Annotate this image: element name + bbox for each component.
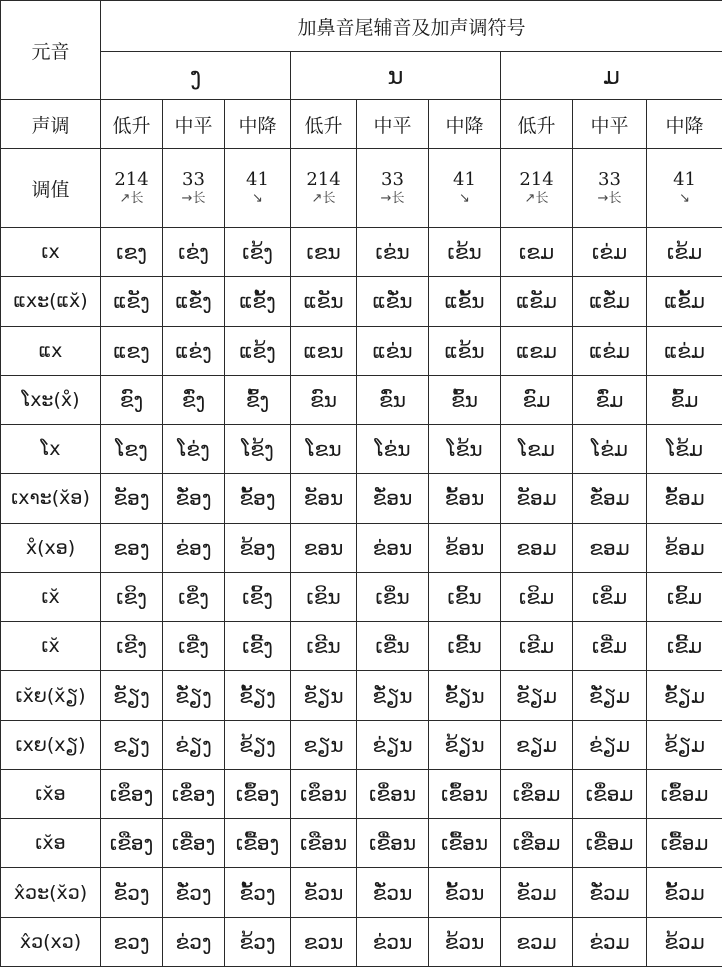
final-consonant-header: ມ [501, 52, 722, 100]
tone-value-number: 33 [381, 169, 404, 190]
tone-name-cell: 中降 [647, 100, 722, 149]
tone-value-cell [101, 149, 163, 228]
tone-value-cell [163, 149, 225, 228]
tone-value-number: 33 [182, 169, 205, 190]
tone-value-number: 214 [306, 169, 341, 190]
syllable-cell: ຂອນ [291, 523, 357, 572]
syllable-cell: ຂັ່ວງ [163, 868, 225, 917]
syllable-cell: ເຂຶ້ອນ [429, 769, 501, 818]
vowel-pattern-cell: ແx [1, 326, 101, 375]
vowel-pattern-cell: ໂxະ(x̊) [1, 375, 101, 424]
syllable-cell: ຂອມ [501, 523, 573, 572]
syllable-cell: ເຂືອນ [291, 819, 357, 868]
syllable-cell: ຂັ່ຽມ [573, 671, 647, 720]
syllable-cell: ເຂິ່ນ [357, 572, 429, 621]
syllable-cell: ຂ້ອງ [225, 523, 291, 572]
syllable-cell: ແຂ້ນ [429, 326, 501, 375]
table-row [1, 917, 722, 966]
syllable-cell: ເຂືອງ [101, 819, 163, 868]
syllable-cell: ເຂີ້ງ [225, 622, 291, 671]
tone-row-label: 声调 [1, 100, 101, 149]
syllable-cell: ຂັວນ [291, 868, 357, 917]
tone-value-cell [225, 149, 291, 228]
syllable-cell: ຂົງ [101, 375, 163, 424]
vowel-pattern-cell: ເx̆ອ [1, 769, 101, 818]
tone-contour-arrow-icon: ↗长 [119, 191, 144, 206]
tone-contour-arrow-icon: ↘ [252, 191, 263, 206]
syllable-cell: ແຂງ [101, 326, 163, 375]
syllable-cell: ຂົ້ງ [225, 375, 291, 424]
tone-value-cell [573, 149, 647, 228]
syllable-cell: ຂັວມ [501, 868, 573, 917]
syllable-cell: ຂ້ອນ [429, 523, 501, 572]
table-row [1, 769, 722, 818]
table-row [1, 671, 722, 720]
table-row [1, 277, 722, 326]
syllable-cell: ເຂິ່ງ [163, 572, 225, 621]
syllable-cell: ຂັ້ອນ [429, 474, 501, 523]
tone-value-number: 214 [519, 169, 554, 190]
syllable-cell: ແຂ່ມ [573, 326, 647, 375]
tone-contour-arrow-icon: →长 [597, 191, 622, 206]
syllable-cell: ເຂຶອມ [501, 769, 573, 818]
syllable-cell: ແຂັງ [101, 277, 163, 326]
syllable-cell: ຂັ່ຽງ [163, 671, 225, 720]
syllable-cell: ຂັອມ [501, 474, 573, 523]
tone-value-cell [429, 149, 501, 228]
final-consonant-header: ງ [101, 52, 291, 100]
syllable-cell: ແຂ້ງ [225, 326, 291, 375]
syllable-cell: ເຂື້ອງ [225, 819, 291, 868]
syllable-cell: ຂົນ [291, 375, 357, 424]
table-row [1, 572, 722, 621]
syllable-cell: ໂຂ້ມ [647, 425, 722, 474]
syllable-cell: ຂັ່ອນ [357, 474, 429, 523]
syllable-cell: ແຂນ [291, 326, 357, 375]
syllable-cell: ຂົ່ງ [163, 375, 225, 424]
vowel-pattern-cell: x̊(xອ) [1, 523, 101, 572]
tone-name-cell: 中降 [225, 100, 291, 149]
vowel-pattern-cell: ໂx [1, 425, 101, 474]
syllable-cell: ແຂັ່ງ [163, 277, 225, 326]
syllable-cell: ຂັ້ອມ [647, 474, 722, 523]
syllable-cell: ເຂືອມ [501, 819, 573, 868]
tone-contour-arrow-icon: ↘ [679, 191, 690, 206]
syllable-cell: ຂ້ວງ [225, 917, 291, 966]
table-row [1, 228, 722, 277]
tone-contour-arrow-icon: →长 [380, 191, 405, 206]
syllable-cell: ແຂັ້ນ [429, 277, 501, 326]
tone-value-cell [647, 149, 722, 228]
tone-value-number: 41 [246, 169, 269, 190]
syllable-cell: ເຂີ່ມ [573, 622, 647, 671]
syllable-cell: ແຂັນ [291, 277, 357, 326]
syllable-cell: ຂ້ອມ [647, 523, 722, 572]
syllable-cell: ເຂີມ [501, 622, 573, 671]
syllable-cell: ເຂີ່ງ [163, 622, 225, 671]
syllable-cell: ຂວນ [291, 917, 357, 966]
tone-name-cell: 低升 [101, 100, 163, 149]
syllable-cell: ເຂ້ງ [225, 228, 291, 277]
tone-value-row-label: 调值 [1, 149, 101, 228]
syllable-cell: ຂັ້ວມ [647, 868, 722, 917]
syllable-cell: ເຂຶ້ອງ [225, 769, 291, 818]
syllable-cell: ເຂີ້ນ [429, 622, 501, 671]
syllable-cell: ເຂິນ [291, 572, 357, 621]
syllable-cell: ໂຂນ [291, 425, 357, 474]
syllable-cell: ຂ້ວມ [647, 917, 722, 966]
syllable-cell: ໂຂ່ງ [163, 425, 225, 474]
table-row [1, 622, 722, 671]
syllable-cell: ເຂ່ງ [163, 228, 225, 277]
syllable-cell: ຂັ້ຽງ [225, 671, 291, 720]
syllable-cell: ຂວມ [501, 917, 573, 966]
syllable-cell: ຂັ່ຽນ [357, 671, 429, 720]
syllable-cell: ແຂັ່ມ [573, 277, 647, 326]
syllable-cell: ເຂຶ່ອງ [163, 769, 225, 818]
syllable-cell: ຂັວງ [101, 868, 163, 917]
syllable-cell: ເຂຶອງ [101, 769, 163, 818]
syllable-cell: ໂຂມ [501, 425, 573, 474]
syllable-cell: ຂ້ຽນ [429, 720, 501, 769]
table-row [1, 375, 722, 424]
syllable-cell: ຂັອນ [291, 474, 357, 523]
tone-contour-arrow-icon: ↘ [459, 191, 470, 206]
syllable-cell: ຂັ້ວງ [225, 868, 291, 917]
syllable-cell: ຂັຽນ [291, 671, 357, 720]
syllable-cell: ເຂື່ອນ [357, 819, 429, 868]
syllable-cell: ແຂ່ມ [647, 326, 722, 375]
vowel-pattern-cell: ເx̆ [1, 622, 101, 671]
table-row [1, 326, 722, 375]
syllable-cell: ຂັ້ວນ [429, 868, 501, 917]
syllable-cell: ເຂຶ້ອມ [647, 769, 722, 818]
syllable-cell: ໂຂງ [101, 425, 163, 474]
tone-value-number: 41 [453, 169, 476, 190]
syllable-cell: ຂົ່ມ [573, 375, 647, 424]
syllable-cell: ຂ່ອນ [357, 523, 429, 572]
syllable-cell: ໂຂ່ນ [357, 425, 429, 474]
syllable-cell: ເຂຶ່ອມ [573, 769, 647, 818]
syllable-cell: ເຂິ້ງ [225, 572, 291, 621]
syllable-cell: ແຂັ້ງ [225, 277, 291, 326]
syllable-cell: ຂ່ວງ [163, 917, 225, 966]
syllable-cell: ເຂຶອນ [291, 769, 357, 818]
vowel-pattern-cell: ເx̆ອ [1, 819, 101, 868]
syllable-cell: ແຂ່ງ [163, 326, 225, 375]
vowel-pattern-cell: ເx̆ [1, 572, 101, 621]
syllable-cell: ເຂຶ່ອນ [357, 769, 429, 818]
table-row [1, 819, 722, 868]
syllable-cell: ເຂີ້ມ [647, 622, 722, 671]
table-row [1, 425, 722, 474]
syllable-cell: ຂົ້ນ [429, 375, 501, 424]
syllable-cell: ເຂື້ອນ [429, 819, 501, 868]
syllable-cell: ຂ່ອງ [163, 523, 225, 572]
table-row [1, 474, 722, 523]
syllable-cell: ເຂິ້ມ [647, 572, 722, 621]
syllable-cell: ຂັ່ອງ [163, 474, 225, 523]
tone-name-cell: 低升 [501, 100, 573, 149]
syllable-cell: ຂ້ຽງ [225, 720, 291, 769]
syllable-cell: ຂັ້ຽນ [429, 671, 501, 720]
tone-value-number: 33 [598, 169, 621, 190]
group-header: 加鼻音尾辅音及加声调符号 [101, 1, 722, 52]
syllable-cell: ຂ່ວນ [357, 917, 429, 966]
syllable-cell: ຂຽມ [501, 720, 573, 769]
syllable-cell: ແຂັ້ມ [647, 277, 722, 326]
syllable-cell: ຂັ່ອມ [573, 474, 647, 523]
vowel-pattern-cell: x̂ວະ(x̆ວ) [1, 868, 101, 917]
tone-contour-arrow-icon: ↗长 [311, 191, 336, 206]
syllable-cell: ຂ່ຽມ [573, 720, 647, 769]
table-row [1, 523, 722, 572]
syllable-cell: ໂຂ້ນ [429, 425, 501, 474]
table-row [1, 720, 722, 769]
tone-value-cell [357, 149, 429, 228]
syllable-cell: ຂ່ຽນ [357, 720, 429, 769]
tone-name-cell: 中平 [163, 100, 225, 149]
syllable-cell: ຂົມ [501, 375, 573, 424]
vowel-pattern-cell: ເx̆ຍ(x̆ຽ) [1, 671, 101, 720]
final-consonant-header: ນ [291, 52, 501, 100]
syllable-cell: ເຂນ [291, 228, 357, 277]
syllable-cell: ເຂິ້ນ [429, 572, 501, 621]
syllable-cell: ຂົ່ນ [357, 375, 429, 424]
syllable-cell: ຂັ້ຽມ [647, 671, 722, 720]
tone-name-cell: 中平 [357, 100, 429, 149]
syllable-cell: ເຂິມ [501, 572, 573, 621]
syllable-cell: ແຂມ [501, 326, 573, 375]
syllable-cell: ຂັອງ [101, 474, 163, 523]
syllable-cell: ຂວງ [101, 917, 163, 966]
syllable-cell: ເຂື້ອມ [647, 819, 722, 868]
syllable-cell: ເຂີງ [101, 622, 163, 671]
syllable-cell: ໂຂ້ງ [225, 425, 291, 474]
syllable-cell: ເຂງ [101, 228, 163, 277]
syllable-cell: ຂອມ [573, 523, 647, 572]
syllable-cell: ເຂິ່ມ [573, 572, 647, 621]
vowel-column-header: 元音 [1, 1, 101, 100]
vowel-pattern-cell: ເxາະ(x̆ອ) [1, 474, 101, 523]
tone-name-cell: 低升 [291, 100, 357, 149]
syllable-cell: ເຂື່ອງ [163, 819, 225, 868]
vowel-pattern-cell: ເxຍ(xຽ) [1, 720, 101, 769]
tone-name-cell: 中降 [429, 100, 501, 149]
syllable-cell: ເຂີ່ນ [357, 622, 429, 671]
syllable-cell: ຂັຽງ [101, 671, 163, 720]
syllable-cell: ຂົ້ມ [647, 375, 722, 424]
syllable-cell: ຂອງ [101, 523, 163, 572]
tone-contour-arrow-icon: →长 [181, 191, 206, 206]
syllable-cell: ຂັ່ວມ [573, 868, 647, 917]
tone-value-number: 41 [673, 169, 696, 190]
vowel-pattern-cell: ແxະ(ແx̆) [1, 277, 101, 326]
tone-value-cell [291, 149, 357, 228]
tone-value-number: 214 [114, 169, 149, 190]
tone-value-cell [501, 149, 573, 228]
syllable-cell: ແຂັມ [501, 277, 573, 326]
syllable-cell: ເຂື່ອມ [573, 819, 647, 868]
syllable-cell: ຂຽງ [101, 720, 163, 769]
syllable-cell: ຂ້ຽມ [647, 720, 722, 769]
syllable-cell: ເຂ່ມ [573, 228, 647, 277]
syllable-cell: ເຂິງ [101, 572, 163, 621]
tone-contour-arrow-icon: ↗长 [524, 191, 549, 206]
syllable-cell: ຂ່ວມ [573, 917, 647, 966]
syllable-cell: ຂັ້ອງ [225, 474, 291, 523]
syllable-cell: ເຂ່ນ [357, 228, 429, 277]
syllable-cell: ແຂັ່ນ [357, 277, 429, 326]
syllable-cell: ເຂມ [501, 228, 573, 277]
syllable-cell: ຂຽນ [291, 720, 357, 769]
vowel-pattern-cell: x̂ວ(xວ) [1, 917, 101, 966]
syllable-cell: ເຂ້ມ [647, 228, 722, 277]
syllable-cell: ເຂ້ນ [429, 228, 501, 277]
syllable-cell: ຂັຽມ [501, 671, 573, 720]
vowel-pattern-cell: ເx [1, 228, 101, 277]
table-row [1, 868, 722, 917]
syllable-cell: ຂ່ຽງ [163, 720, 225, 769]
syllable-cell: ຂ້ວນ [429, 917, 501, 966]
syllable-cell: ເຂີນ [291, 622, 357, 671]
syllable-cell: ຂັ່ວນ [357, 868, 429, 917]
syllable-cell: ໂຂ່ມ [573, 425, 647, 474]
tone-name-cell: 中平 [573, 100, 647, 149]
syllable-cell: ແຂ່ນ [357, 326, 429, 375]
